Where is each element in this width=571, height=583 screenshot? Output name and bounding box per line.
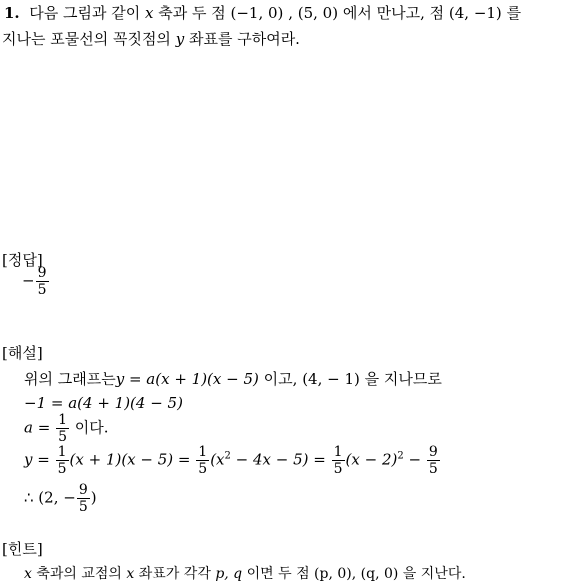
fraction-denominator: 5 [333, 461, 343, 477]
math-eq: y = [24, 450, 50, 469]
problem-line-2 [2, 28, 300, 49]
math-eq: − 4x − 5) = [235, 450, 326, 469]
fraction [56, 445, 69, 476]
fraction-numerator: 9 [78, 482, 88, 498]
answer-fraction [36, 266, 49, 297]
solution-text: 이다. [74, 418, 109, 437]
math-point: (p, 0), (q, 0) [314, 566, 399, 582]
math-eq: ) [90, 488, 97, 507]
solution-line-2 [24, 394, 183, 412]
math-eq: y = a(x + 1)(x − 5) [115, 370, 259, 388]
math-eq: ∴ (2, − [24, 488, 76, 507]
fraction-denominator: 5 [37, 282, 47, 298]
problem-line-1 [4, 2, 521, 23]
fraction [332, 445, 345, 476]
math-var: x [24, 566, 32, 582]
math-eq: −1 = a(4 + 1)(4 − 5) [24, 394, 183, 412]
math-var: x [144, 4, 154, 22]
hint-line [24, 563, 466, 583]
problem-text: 좌표를 구하여라. [188, 30, 300, 48]
fraction-denominator: 5 [198, 461, 208, 477]
problem-text: 지나는 포물선의 꼭짓점의 [2, 30, 171, 48]
fraction-denominator: 5 [78, 499, 88, 515]
hint-text: 이면 두 점 [246, 566, 310, 582]
problem-number: 1. [4, 4, 20, 22]
math-eq: (x [210, 450, 225, 469]
math-var: y [175, 30, 185, 48]
exponent: 2 [224, 450, 231, 462]
problem-text: 에서 만나고, 점 [342, 4, 445, 22]
solution-line-1 [24, 368, 442, 389]
fraction-numerator: 1 [58, 412, 67, 428]
math-eq: − [408, 450, 422, 469]
problem-text: , [288, 4, 293, 22]
hint-text: 축과의 교점의 [36, 566, 122, 582]
exponent: 2 [397, 450, 404, 462]
math-eq: a = [24, 418, 51, 437]
fraction-denominator: 5 [58, 429, 67, 445]
problem-text: 다음 그림과 같이 [29, 4, 141, 22]
fraction-numerator: 9 [37, 265, 47, 281]
math-point: (−1, 0) [230, 4, 284, 22]
fraction-numerator: 1 [57, 444, 67, 460]
fraction-denominator: 5 [57, 461, 67, 477]
fraction [196, 445, 209, 476]
fraction-numerator: 1 [333, 444, 343, 460]
fraction [77, 483, 90, 514]
math-point: (5, 0) [297, 4, 339, 22]
solution-text: 을 지나므로 [364, 370, 442, 388]
math-var: p, q [215, 566, 243, 582]
fraction-numerator: 9 [428, 444, 438, 460]
hint-text: 을 지난다. [402, 566, 466, 582]
fraction [56, 413, 69, 444]
solution-line-5 [24, 483, 97, 514]
math-point: (4, − 1) [302, 370, 360, 388]
problem-text: 를 [506, 4, 522, 22]
fraction-denominator: 5 [428, 461, 438, 477]
answer-label: [정답] [2, 251, 43, 269]
fraction [427, 445, 440, 476]
answer-value [22, 266, 50, 297]
problem-text: 축과 두 점 [158, 4, 226, 22]
math-var: x [126, 566, 135, 582]
solution-label: [해설] [2, 344, 43, 362]
math-point: (4, −1) [448, 4, 502, 22]
solution-line-4 [24, 445, 441, 476]
solution-line-3 [24, 413, 109, 444]
solution-text: 위의 그래프는 [24, 370, 116, 388]
fraction-numerator: 1 [198, 444, 208, 460]
solution-text: 이고, [263, 370, 298, 388]
hint-label: [힌트] [2, 540, 43, 558]
answer-sign: − [22, 271, 35, 290]
math-eq: (x + 1)(x − 5) = [69, 450, 191, 469]
math-eq: (x − 2) [345, 450, 398, 469]
hint-text: 좌표가 각각 [138, 566, 211, 582]
